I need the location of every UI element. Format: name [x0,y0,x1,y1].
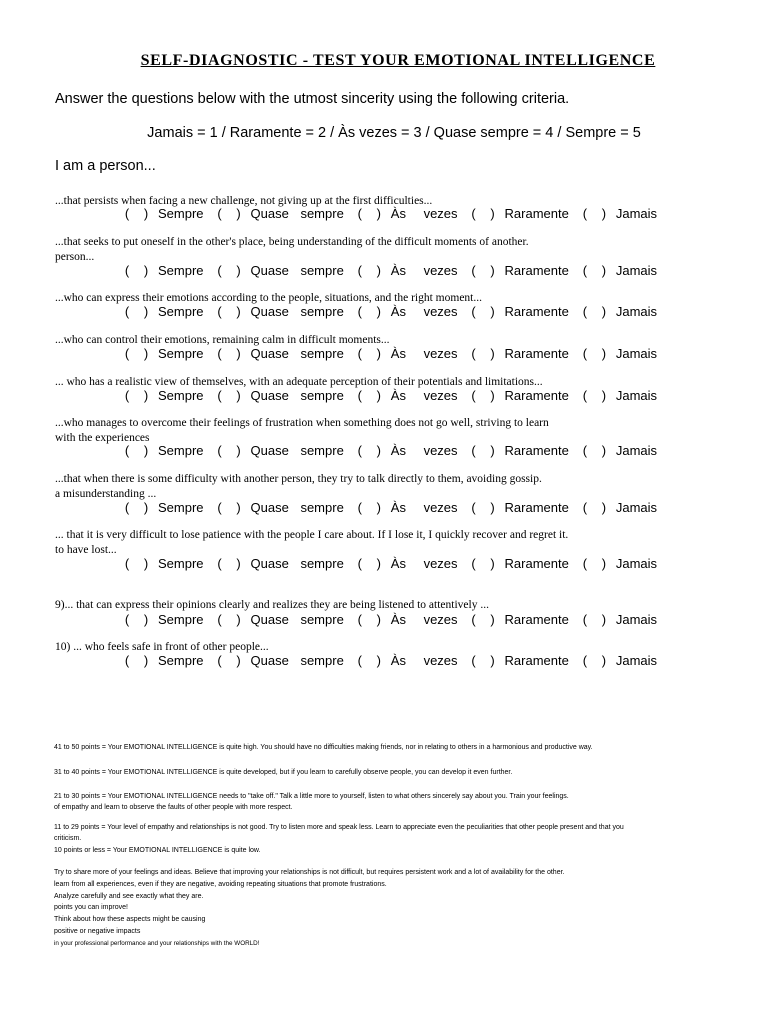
option-3[interactable] [468,443,579,458]
option-label: Jamais [615,346,658,361]
checkbox-close-paren: ) [143,206,149,221]
checkbox-close-paren: ) [490,653,495,668]
option-label: Sempre [158,556,204,571]
checkbox-open-paren: ( [217,443,222,458]
closing-advice [54,867,564,950]
checkbox-close-paren: ) [601,263,607,278]
option-4[interactable] [579,206,667,221]
checkbox-close-paren: ) [236,500,241,515]
option-4[interactable] [579,388,667,403]
option-0[interactable] [121,263,214,278]
score-result [54,845,261,856]
option-1[interactable] [214,653,354,668]
checkbox-close-paren: ) [236,612,241,627]
question-text: 10) ... who feels safe in front of other people... [55,641,269,653]
option-2[interactable] [354,443,468,458]
checkbox-open-paren: ( [357,556,362,571]
option-4[interactable] [579,500,667,515]
option-0[interactable] [121,346,214,361]
checkbox-close-paren: ) [490,346,495,361]
option-label: Sempre [158,653,204,668]
checkbox-close-paren: ) [490,206,495,221]
score-result [54,822,624,844]
option-label: Jamais [615,556,658,571]
checkbox-open-paren: ( [471,304,476,319]
question-text: person... [55,250,95,263]
option-label: Às vezes [390,388,458,403]
score-result-line: 41 to 50 points = Your EMOTIONAL INTELLIGENCE is quite high. You should have no difficulties making friends, nor in relating to others in a harmonious and productive way. [54,744,593,751]
option-2[interactable] [354,612,468,627]
checkbox-close-paren: ) [601,346,607,361]
question-text: to have lost... [55,543,117,556]
question-text: ...who manages to overcome their feelings of frustration when something does not go well, striving to learn [55,417,549,429]
checkbox-open-paren: ( [124,556,130,571]
option-label: Raramente [504,206,569,221]
option-label: Quase sempre [250,612,344,627]
answer-options [121,612,667,627]
option-1[interactable] [214,556,354,571]
question-item [55,416,715,445]
option-1[interactable] [214,500,354,515]
option-1[interactable] [214,346,354,361]
checkbox-open-paren: ( [471,206,476,221]
option-4[interactable] [579,612,667,627]
score-result-line: 11 to 29 points = Your level of empathy and relationships is not good. Try to listen more and speak less. Learn to appreciate even the peculiarities that other people present and that you [54,824,624,831]
checkbox-open-paren: ( [124,304,130,319]
score-result-line: 21 to 30 points = Your EMOTIONAL INTELLIGENCE needs to "take off." Talk a little more to yourself, listen to what others sincerely say about you. Train your feelings. [54,793,569,800]
option-3[interactable] [468,304,579,319]
option-4[interactable] [579,263,667,278]
closing-line: Try to share more of your feelings and ideas. Believe that improving your relationships is not difficult, but requires persistent work and a lot of availability for the other. [54,869,565,876]
closing-line: in your professional performance and your relationships with the WORLD! [54,939,260,947]
checkbox-close-paren: ) [601,304,607,319]
checkbox-open-paren: ( [124,388,130,403]
checkbox-close-paren: ) [143,500,149,515]
checkbox-close-paren: ) [490,263,495,278]
option-label: Sempre [158,500,204,515]
score-result [54,742,593,753]
checkbox-close-paren: ) [376,206,381,221]
option-label: Às vezes [390,304,458,319]
checkbox-close-paren: ) [376,443,381,458]
checkbox-close-paren: ) [601,500,607,515]
checkbox-close-paren: ) [143,346,149,361]
answer-options [121,500,667,515]
option-label: Sempre [158,612,204,627]
option-label: Às vezes [390,556,458,571]
score-result [54,791,569,813]
checkbox-close-paren: ) [236,443,241,458]
checkbox-open-paren: ( [582,612,588,627]
option-0[interactable] [121,443,214,458]
answer-options [121,443,667,458]
checkbox-open-paren: ( [471,443,476,458]
answer-options [121,346,667,361]
checkbox-open-paren: ( [357,443,362,458]
option-label: Jamais [615,500,658,515]
checkbox-open-paren: ( [357,263,362,278]
checkbox-close-paren: ) [143,304,149,319]
checkbox-open-paren: ( [357,612,362,627]
score-result-line: 10 points or less = Your EMOTIONAL INTELLIGENCE is quite low. [54,847,261,854]
option-label: Raramente [504,304,569,319]
option-3[interactable] [468,263,579,278]
checkbox-open-paren: ( [357,206,362,221]
checkbox-close-paren: ) [601,206,607,221]
checkbox-open-paren: ( [217,388,222,403]
checkbox-close-paren: ) [143,443,149,458]
option-4[interactable] [579,346,667,361]
option-2[interactable] [354,346,468,361]
option-label: Raramente [504,612,569,627]
checkbox-open-paren: ( [217,346,222,361]
answer-options [121,206,667,221]
option-label: Quase sempre [250,263,344,278]
option-1[interactable] [214,612,354,627]
checkbox-open-paren: ( [471,263,476,278]
option-4[interactable] [579,443,667,458]
option-1[interactable] [214,206,354,221]
checkbox-close-paren: ) [236,346,241,361]
answer-options [121,263,667,278]
closing-line: Think about how these aspects might be causing [54,916,206,924]
checkbox-close-paren: ) [143,388,149,403]
question-text: ...who can express their emotions according to the people, situations, and the right moment... [55,292,482,304]
checkbox-close-paren: ) [601,556,607,571]
option-label: Quase sempre [250,346,344,361]
answer-options [121,653,667,668]
checkbox-open-paren: ( [217,304,222,319]
option-3[interactable] [468,388,579,403]
option-0[interactable] [121,612,214,627]
checkbox-close-paren: ) [376,556,381,571]
option-label: Raramente [504,346,569,361]
option-label: Jamais [615,206,658,221]
option-2[interactable] [354,388,468,403]
checkbox-open-paren: ( [124,346,130,361]
option-label: Quase sempre [250,388,344,403]
question-item [55,472,715,501]
option-label: Sempre [158,304,204,319]
checkbox-open-paren: ( [124,443,130,458]
option-0[interactable] [121,653,214,668]
option-label: Raramente [504,263,569,278]
checkbox-close-paren: ) [490,443,495,458]
checkbox-open-paren: ( [217,653,222,668]
option-label: Sempre [158,443,204,458]
score-result-line: 31 to 40 points = Your EMOTIONAL INTELLIGENCE is quite developed, but if you learn to carefully observe people, you can develop it even further. [54,769,513,776]
option-1[interactable] [214,304,354,319]
option-label: Quase sempre [250,206,344,221]
checkbox-open-paren: ( [124,263,130,278]
checkbox-open-paren: ( [471,346,476,361]
option-4[interactable] [579,556,667,571]
checkbox-open-paren: ( [471,500,476,515]
checkbox-open-paren: ( [582,500,588,515]
option-0[interactable] [121,206,214,221]
answer-options [121,556,667,571]
option-label: Às vezes [390,653,458,668]
option-0[interactable] [121,500,214,515]
checkbox-open-paren: ( [582,388,588,403]
score-result-line: of empathy and learn to observe the faults of other people with more respect. [54,804,293,811]
checkbox-close-paren: ) [376,500,381,515]
question-text: ... that it is very difficult to lose patience with the people I care about. If I lose it, I quickly recover and regret it. [55,529,569,541]
checkbox-close-paren: ) [143,653,149,668]
checkbox-open-paren: ( [124,653,130,668]
checkbox-open-paren: ( [471,612,476,627]
closing-line: positive or negative impacts [54,927,141,935]
lead-text: I am a person... [55,158,156,174]
option-label: Às vezes [390,263,458,278]
option-label: Quase sempre [250,304,344,319]
option-2[interactable] [354,304,468,319]
option-label: Jamais [615,612,658,627]
option-2[interactable] [354,206,468,221]
checkbox-open-paren: ( [217,206,222,221]
checkbox-close-paren: ) [376,263,381,278]
page-title: SELF-DIAGNOSTIC - TEST YOUR EMOTIONAL INTELLIGENCE [140,52,656,69]
checkbox-close-paren: ) [490,388,495,403]
checkbox-open-paren: ( [357,500,362,515]
rating-criteria: Jamais = 1 / Raramente = 2 / Às vezes = 3 / Quase sempre = 4 / Sempre = 5 [147,125,641,141]
checkbox-open-paren: ( [217,556,222,571]
checkbox-close-paren: ) [601,612,607,627]
checkbox-close-paren: ) [376,304,381,319]
question-text: ... who has a realistic view of themselves, with an adequate perception of their potentials and limitations... [55,376,543,388]
option-label: Sempre [158,206,204,221]
option-3[interactable] [468,500,579,515]
answer-options [121,304,667,319]
checkbox-open-paren: ( [217,500,222,515]
option-3[interactable] [468,346,579,361]
question-text: a misunderstanding ... [55,487,157,500]
checkbox-close-paren: ) [376,653,381,668]
checkbox-close-paren: ) [236,556,241,571]
option-label: Sempre [158,263,204,278]
checkbox-open-paren: ( [471,556,476,571]
option-label: Jamais [615,263,658,278]
checkbox-open-paren: ( [124,612,130,627]
score-result-line: criticism. [54,835,82,842]
checkbox-open-paren: ( [582,304,588,319]
option-1[interactable] [214,443,354,458]
checkbox-close-paren: ) [490,612,495,627]
answer-options [121,388,667,403]
option-label: Às vezes [390,443,458,458]
option-label: Raramente [504,500,569,515]
option-label: Raramente [504,653,569,668]
checkbox-close-paren: ) [490,304,495,319]
option-label: Raramente [504,556,569,571]
question-item [55,598,715,613]
option-4[interactable] [579,653,667,668]
option-0[interactable] [121,388,214,403]
checkbox-close-paren: ) [236,206,241,221]
option-0[interactable] [121,304,214,319]
option-label: Quase sempre [250,653,344,668]
checkbox-open-paren: ( [357,653,362,668]
checkbox-close-paren: ) [236,263,241,278]
checkbox-open-paren: ( [582,556,588,571]
checkbox-close-paren: ) [376,612,381,627]
option-label: Às vezes [390,206,458,221]
question-item [55,235,715,264]
checkbox-close-paren: ) [143,612,149,627]
option-label: Às vezes [390,346,458,361]
checkbox-close-paren: ) [376,346,381,361]
option-0[interactable] [121,556,214,571]
checkbox-open-paren: ( [582,206,588,221]
option-label: Raramente [504,443,569,458]
option-label: Jamais [615,304,658,319]
checkbox-open-paren: ( [217,612,222,627]
option-label: Sempre [158,346,204,361]
score-result [54,767,512,778]
option-2[interactable] [354,263,468,278]
option-label: Às vezes [390,500,458,515]
option-label: Jamais [615,653,658,668]
checkbox-open-paren: ( [357,304,362,319]
question-text: with the experiences [55,431,150,444]
option-2[interactable] [354,556,468,571]
checkbox-open-paren: ( [471,388,476,403]
checkbox-open-paren: ( [217,263,222,278]
option-3[interactable] [468,556,579,571]
checkbox-open-paren: ( [582,346,588,361]
option-label: Raramente [504,388,569,403]
checkbox-close-paren: ) [490,500,495,515]
option-2[interactable] [354,653,468,668]
question-text: 9)... that can express their opinions clearly and realizes they are being listened to attentively ... [55,599,489,611]
checkbox-close-paren: ) [490,556,495,571]
checkbox-open-paren: ( [582,443,588,458]
closing-line: points you can improve! [54,904,128,912]
checkbox-close-paren: ) [236,304,241,319]
option-3[interactable] [468,612,579,627]
option-label: Quase sempre [250,500,344,515]
option-4[interactable] [579,304,667,319]
option-3[interactable] [468,653,579,668]
option-3[interactable] [468,206,579,221]
option-1[interactable] [214,388,354,403]
checkbox-open-paren: ( [582,263,588,278]
checkbox-close-paren: ) [601,388,607,403]
closing-line: Analyze carefully and see exactly what they are. [54,892,204,900]
checkbox-close-paren: ) [236,388,241,403]
intro-text: Answer the questions below with the utmost sincerity using the following criteria. [55,91,570,107]
checkbox-close-paren: ) [601,653,607,668]
checkbox-open-paren: ( [582,653,588,668]
checkbox-open-paren: ( [357,346,362,361]
option-label: Às vezes [390,612,458,627]
question-text: ...that seeks to put oneself in the other's place, being understanding of the difficult moments of another. [55,236,529,248]
option-label: Quase sempre [250,443,344,458]
closing-line: learn from all experiences, even if they are negative, avoiding repeating situations that promote frustrations. [54,880,387,888]
checkbox-close-paren: ) [143,556,149,571]
option-label: Quase sempre [250,556,344,571]
option-2[interactable] [354,500,468,515]
question-text: ...that when there is some difficulty with another person, they try to talk directly to them, avoiding gossip. [55,473,542,485]
checkbox-open-paren: ( [471,653,476,668]
question-text: ...who can control their emotions, remaining calm in difficult moments... [55,334,390,346]
checkbox-close-paren: ) [236,653,241,668]
option-label: Jamais [615,443,658,458]
checkbox-close-paren: ) [376,388,381,403]
option-1[interactable] [214,263,354,278]
option-label: Sempre [158,388,204,403]
option-label: Jamais [615,388,658,403]
question-item [55,528,715,557]
checkbox-open-paren: ( [124,500,130,515]
checkbox-open-paren: ( [357,388,362,403]
question-text: ...that persists when facing a new challenge, not giving up at the first difficulties... [55,195,433,207]
checkbox-close-paren: ) [601,443,607,458]
checkbox-open-paren: ( [124,206,130,221]
checkbox-close-paren: ) [143,263,149,278]
